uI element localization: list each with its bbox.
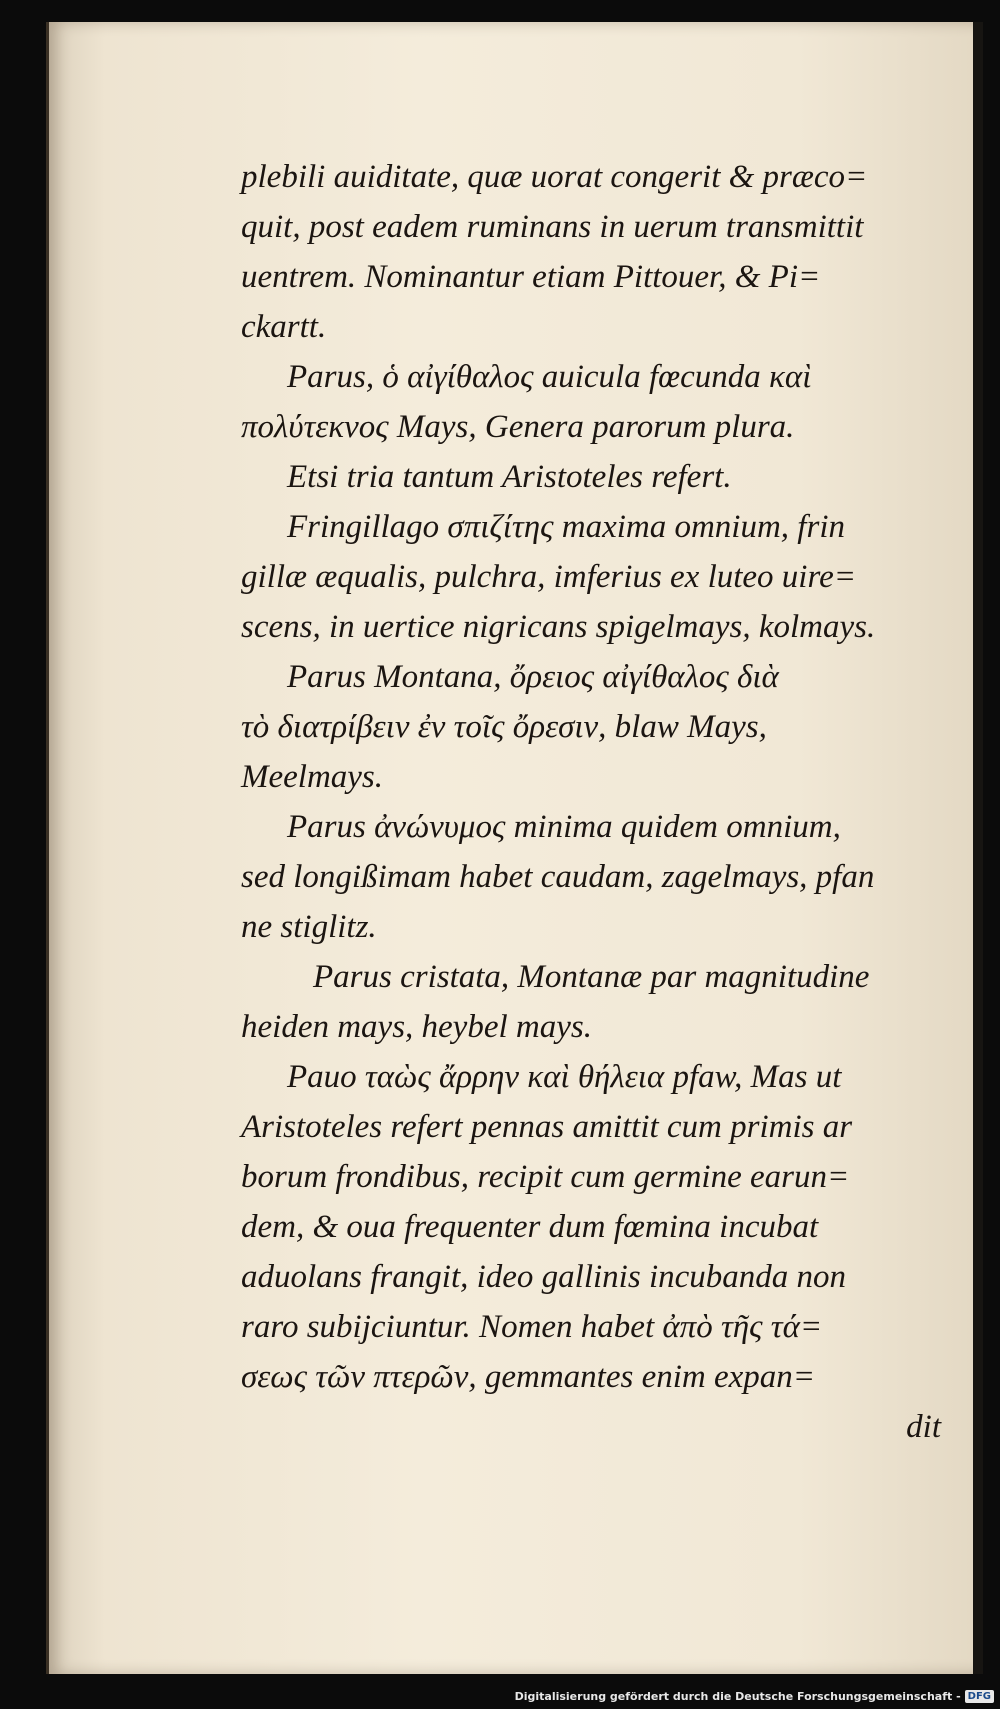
text-line: raro subijciuntur. Nomen habet ἀπὸ τῆς τά=: [241, 1309, 823, 1345]
page-text: [241, 152, 941, 1452]
footer-credit: [514, 1690, 994, 1703]
text-line: ne stiglitz.: [241, 909, 377, 945]
text-line: Parus Montana, ὄρειος αἰγίθαλος διὰ: [287, 659, 779, 695]
text-line: πολύτεκνος Mays, Genera parorum plura.: [241, 409, 795, 445]
text-line: uentrem. Nominantur etiam Pittouer, & Pi=: [241, 259, 821, 295]
text-line: Parus, ὁ αἰγίθαλος auicula fœcunda καὶ: [287, 359, 812, 395]
text-line: Etsi tria tantum Aristoteles refert.: [287, 459, 732, 495]
book-page: [46, 22, 983, 1674]
text-line: Parus ἀνώνυμος minima quidem omnium,: [287, 809, 841, 845]
text-line: scens, in uertice nigricans spigelmays, kolmays.: [241, 609, 876, 645]
text-line: τὸ διατρίβειν ἐν τοῖς ὄρεσιν, blaw Mays,: [241, 709, 767, 745]
text-line: quit, post eadem ruminans in uerum transmittit: [241, 209, 864, 245]
dfg-logo: DFG: [965, 1690, 994, 1703]
text-line: Pauo ταὼς ἄρρην καὶ θήλεια pfaw, Mas ut: [287, 1059, 842, 1095]
catchword: dit: [906, 1409, 941, 1445]
text-line: Meelmays.: [241, 759, 384, 795]
text-line: aduolans frangit, ideo gallinis incubanda non: [241, 1259, 847, 1295]
page-right-edge: [973, 22, 983, 1674]
text-line: Fringillago σπιζίτης maxima omnium, frin: [287, 509, 845, 545]
text-line: heiden mays, heybel mays.: [241, 1009, 592, 1045]
text-line: Aristoteles refert pennas amittit cum primis ar: [241, 1109, 853, 1145]
text-line: sed longißimam habet caudam, zagelmays, pfan: [241, 859, 875, 895]
text-line: borum frondibus, recipit cum germine earun=: [241, 1159, 850, 1195]
text-line: Parus cristata, Montanæ par magnitudine: [313, 959, 870, 995]
text-line: ckartt.: [241, 309, 327, 345]
text-line: dem, & oua frequenter dum fœmina incubat: [241, 1209, 819, 1245]
footer-credit-text: Digitalisierung gefördert durch die Deutsche Forschungsgemeinschaft -: [514, 1690, 961, 1703]
text-line: gillæ æqualis, pulchra, imferius ex luteo uire=: [241, 559, 857, 595]
text-line: σεως τῶν πτερῶν, gemmantes enim expan=: [241, 1359, 816, 1395]
text-line: plebili auiditate, quæ uorat congerit & præco=: [241, 159, 868, 195]
